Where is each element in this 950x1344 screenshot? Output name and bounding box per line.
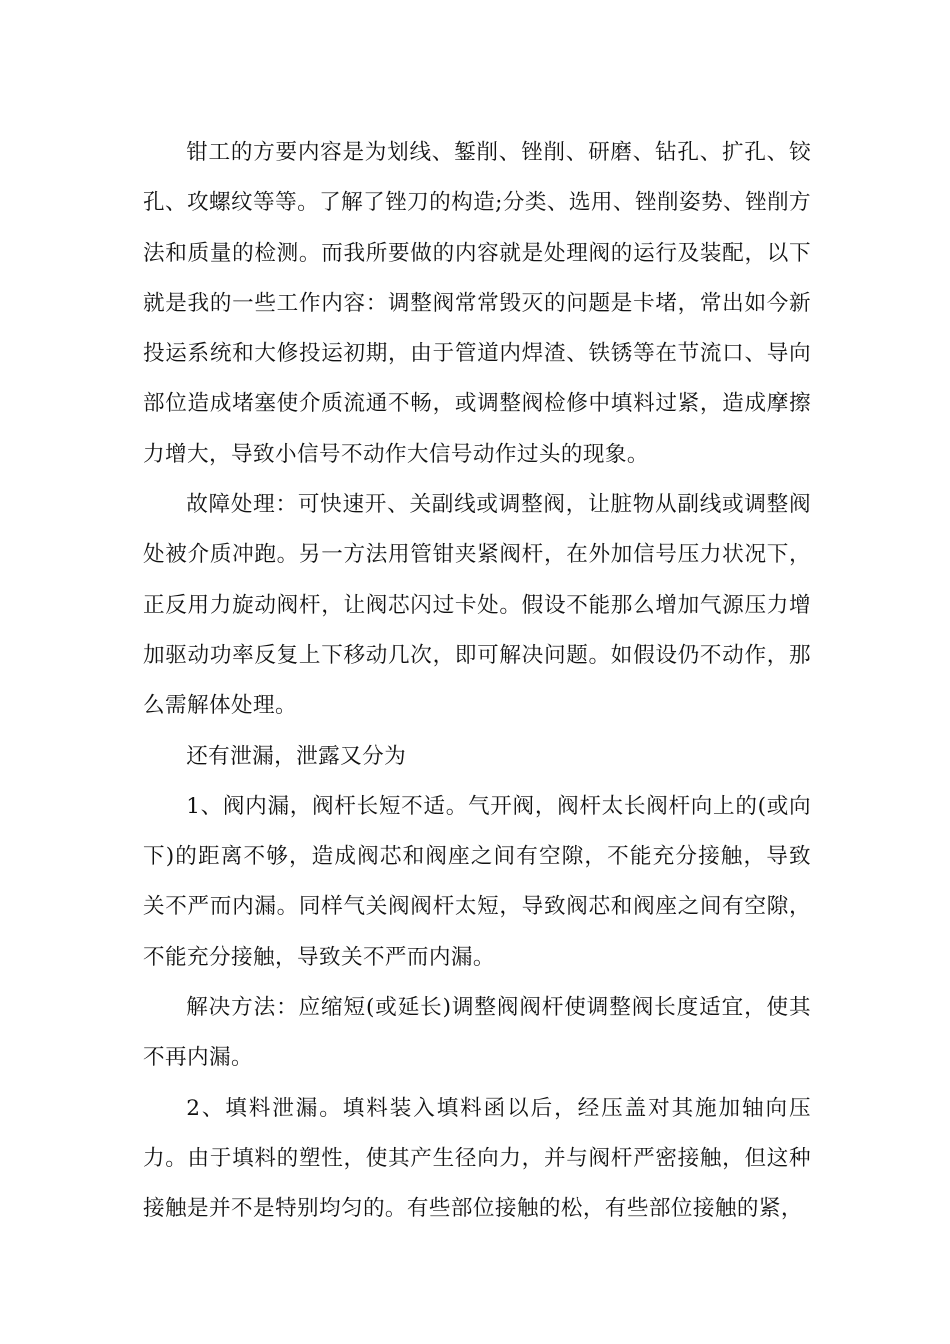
paragraph-fault-handling: 故障处理：可快速开、关副线或调整阀，让脏物从副线或调整阀处被介质冲跑。另一方法用管钳夹紧阀杆，在外加信号压力状况下，正反用力旋动阀杆，让阀芯闪过卡处。假设不能那么增加气源压力增加驱动功率反复上下移动几次，即可解决问题。如假设仍不动作，那么需解体处理。 — [143, 492, 811, 719]
paragraph-fitter-work: 钳工的方要内容是为划线、錾削、锉削、研磨、钻孔、扩孔、铰孔、攻螺纹等等。了解了锉刀的构造;分类、选用、锉削姿势、锉削方法和质量的检测。而我所要做的内容就是处理阀的运行及装配，以下就是我的一些工作内容：调整阀常常毁灭的问题是卡堵，常出如今新投运系统和大修投运初期，由于管道内焊渣、铁锈等在节流口、导向部位造成堵塞使介质流通不畅，或调整阀检修中填料过紧，造成摩擦力增大，导致小信号不动作大信号动作过头的现象。 — [143, 140, 811, 467]
paragraph-leakage-intro: 还有泄漏，泄露又分为 — [186, 743, 407, 769]
paragraph-internal-leak: 1、阀内漏，阀杆长短不适。气开阀，阀杆太长阀杆向上的(或向下)的距离不够，造成阀芯和阀座之间有空隙，不能充分接触，导致关不严而内漏。同样气关阀阀杆太短，导致阀芯和阀座之间有空隙，不能充分接触，导致关不严而内漏。 — [143, 793, 811, 970]
paragraph-solution: 解决方法：应缩短(或延长)调整阀阀杆使调整阀长度适宜，使其不再内漏。 — [143, 995, 811, 1071]
paragraph-packing-leak: 2、填料泄漏。填料装入填料函以后，经压盖对其施加轴向压力。由于填料的塑性，使其产生径向力，并与阀杆严密接触，但这种接触是并不是特别均匀的。有些部位接触的松，有些部位接触的紧， — [143, 1095, 811, 1222]
document-body — [143, 128, 811, 1235]
